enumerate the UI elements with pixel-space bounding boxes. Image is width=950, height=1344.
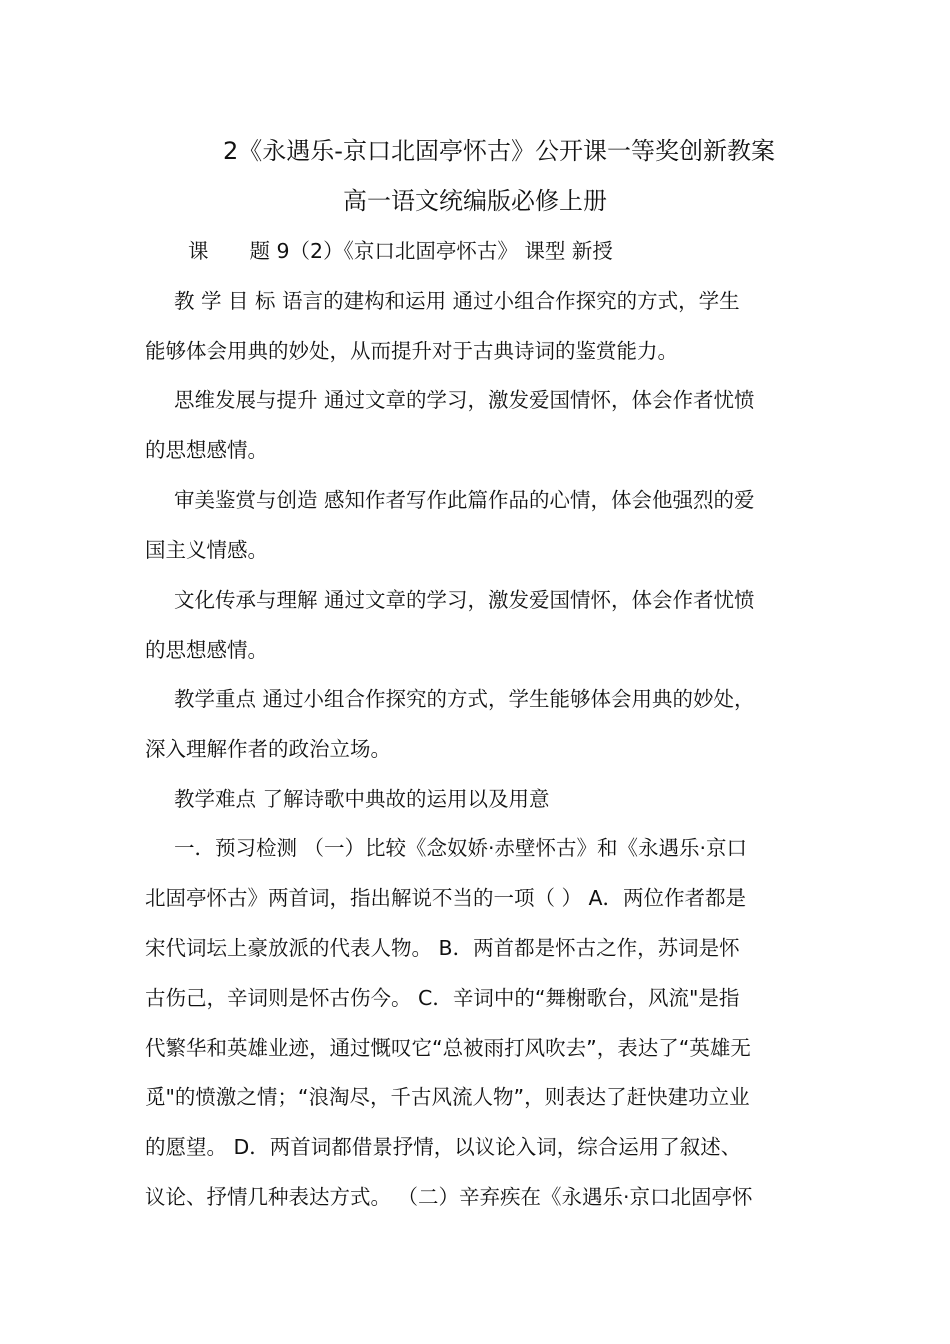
teaching-difficulty: 教学难点 了解诗歌中典故的运用以及用意 bbox=[174, 787, 550, 811]
preview-check-line: 宋代词坛上豪放派的代表人物。 B．两首都是怀古之作，苏词是怀 bbox=[145, 936, 740, 960]
preview-check-line: 一．预习检测 （一）比较《念奴娇·赤壁怀古》和《永遇乐·京口 bbox=[174, 836, 748, 860]
teaching-goal-aesthetic-cont: 国主义情感。 bbox=[145, 538, 268, 562]
teaching-goal-culture-cont: 的思想感情。 bbox=[145, 638, 268, 662]
teaching-goal-culture: 文化传承与理解 通过文章的学习，激发爱国情怀，体会作者忧愤 bbox=[174, 588, 755, 612]
preview-check-line: 代繁华和英雄业迹，通过慨叹它“总被雨打风吹去”，表达了“英雄无 bbox=[145, 1036, 751, 1060]
preview-check-line: 觅"的愤激之情；“浪淘尽，千古风流人物”，则表达了赶快建功立业 bbox=[145, 1085, 750, 1109]
preview-check-line: 古伤己，辛词则是怀古伤今。 C．辛词中的“舞榭歌台，风流"是指 bbox=[145, 986, 740, 1010]
teaching-goal-aesthetic: 审美鉴赏与创造 感知作者写作此篇作品的心情，体会他强烈的爱 bbox=[174, 488, 755, 512]
preview-check-line: 议论、抒情几种表达方式。 （二）辛弃疾在《永遇乐·京口北固亭怀 bbox=[145, 1185, 753, 1209]
teaching-focus-cont: 深入理解作者的政治立场。 bbox=[145, 737, 391, 761]
teaching-goal-language: 教 学 目 标 语言的建构和运用 通过小组合作探究的方式，学生 bbox=[174, 289, 740, 313]
document-subtitle: 高一语文统编版必修上册 bbox=[343, 187, 607, 215]
document-title: 2《永遇乐-京口北固亭怀古》公开课一等奖创新教案 bbox=[223, 137, 775, 165]
teaching-goal-thinking: 思维发展与提升 通过文章的学习，激发爱国情怀，体会作者忧愤 bbox=[174, 388, 755, 412]
preview-check-line: 北固亭怀古》两首词，指出解说不当的一项（ ） A．两位作者都是 bbox=[145, 886, 747, 910]
lesson-info-line: 课 题 9（2）《京口北固亭怀古》 课型 新授 bbox=[188, 239, 613, 263]
preview-check-line: 的愿望。 D．两首词都借景抒情，以议论入词，综合运用了叙述、 bbox=[145, 1135, 742, 1159]
teaching-goal-language-cont: 能够体会用典的妙处，从而提升对于古典诗词的鉴赏能力。 bbox=[145, 339, 678, 363]
teaching-goal-thinking-cont: 的思想感情。 bbox=[145, 438, 268, 462]
teaching-focus: 教学重点 通过小组合作探究的方式，学生能够体会用典的妙处， bbox=[174, 687, 755, 711]
